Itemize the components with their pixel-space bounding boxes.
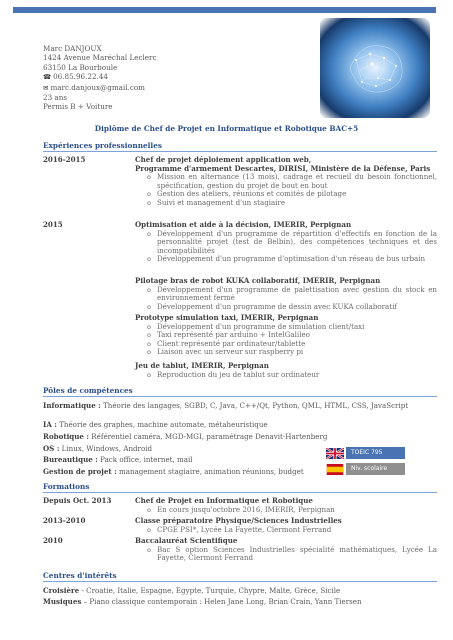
contact-street: 1424 Avenue Maréchal Leclerc bbox=[43, 53, 157, 63]
list-item: o En cours jusqu'octobre 2016, IMERIR, Perpignan bbox=[135, 506, 437, 515]
skill-text: management stagiaire, animation réunions, budget bbox=[118, 467, 304, 476]
list-item: o Développement d'un programme de répartition d'effectifs en fonction de la personnalité projet (test de Belbin), des compétences techniques et des incompatibilités bbox=[135, 230, 437, 256]
list-item: o Suivi et management d'un stagiaire bbox=[135, 199, 437, 208]
skill-line-gestion bbox=[43, 467, 323, 476]
interest-line-musiques bbox=[43, 597, 437, 608]
section-education-heading: Formations bbox=[43, 482, 437, 493]
skill-label: Gestion de projet : bbox=[43, 467, 117, 476]
language-level-english: TOEIC 795 bbox=[346, 447, 405, 459]
list-item: o Reproduction du jeu de tablut sur ordinateur bbox=[135, 371, 437, 380]
skill-text: Pack office, internet, mail bbox=[100, 455, 193, 464]
skill-text: Théorie des langages, SGBD, C, Java, C++/Qt, Python, QML, HTML, CSS, JavaScript bbox=[103, 401, 409, 410]
experience-title: Pilotage bras de robot KUKA collaboratif, IMERIR, Perpignan bbox=[135, 276, 381, 285]
contact-block bbox=[43, 44, 157, 112]
skill-label: OS : bbox=[43, 444, 60, 453]
list-item: o Gestion des ateliers, réunions et comités de pilotage bbox=[135, 190, 437, 199]
top-accent-bar bbox=[13, 7, 436, 13]
list-item: o Client représenté par ordinateur/tablette bbox=[135, 340, 437, 349]
language-row-spanish bbox=[326, 462, 406, 476]
section-interests-heading: Centres d'intérêts bbox=[43, 571, 437, 582]
experience-title: Jeu de tablut, IMERIR, Perpignan bbox=[135, 361, 269, 370]
contact-age: 23 ans bbox=[43, 93, 68, 103]
skill-text: Théorie des graphes, machine automate, métaheuristique bbox=[59, 420, 268, 429]
education-title: Chef de Projet en Informatique et Robotique bbox=[135, 496, 313, 505]
language-level-spanish: Niv. scolaire bbox=[346, 463, 405, 475]
skill-label: Informatique : bbox=[43, 401, 101, 410]
list-item: o Développement d'un programme de simulation client/taxi bbox=[135, 323, 437, 332]
experience-title: Chef de projet déploiement application web, bbox=[135, 155, 312, 164]
education-date: 2013-2010 bbox=[43, 516, 86, 525]
interest-text: – Piano classique contemporain : Helen Jane Long, Brian Crain, Yann Tiersen bbox=[81, 597, 362, 606]
list-item: o Liaison avec un serveur sur raspberry pi bbox=[135, 348, 437, 357]
list-item: o Développement d'un programme de palettisation avec gestion du stock en environnement fermé bbox=[135, 286, 437, 303]
list-item: o CPGE PSI*, Lycée La Fayette, Clermont Ferrand bbox=[135, 526, 437, 535]
list-item: o Taxi représenté par arduino + IntelGalileo bbox=[135, 331, 437, 340]
email-icon: ✉ bbox=[43, 83, 49, 92]
experience-title: Prototype simulation taxi, IMERIR, Perpignan bbox=[135, 313, 319, 322]
contact-email[interactable]: marc.danjoux@gmail.com bbox=[50, 82, 145, 92]
experience-date: 2015 bbox=[43, 220, 63, 229]
interest-text: - Croatie, Italie, Espagne, Egypte, Turquie, Chypre, Malte, Grèce, Sicile bbox=[79, 586, 341, 595]
list-item: o Bac S option Sciences Industrielles spécialité mathématiques, Lycée La Fayette, Clermont Ferrand bbox=[135, 546, 437, 563]
language-row-english bbox=[326, 446, 406, 460]
brain-illustration bbox=[320, 18, 430, 118]
contact-name: Marc DANJOUX bbox=[43, 44, 102, 53]
phone-icon: ☎ bbox=[43, 73, 52, 82]
skill-text: Référentiel caméra, MGD-MGI, paramétrage Denavit-Hartenberg bbox=[91, 432, 328, 441]
education-title: Classe préparatoire Physique/Sciences Industrielles bbox=[135, 516, 342, 525]
language-levels bbox=[326, 446, 406, 478]
skill-line-os bbox=[43, 444, 313, 453]
skill-line-ia bbox=[43, 420, 437, 429]
section-experience-heading: Expériences professionnelles bbox=[43, 141, 437, 152]
skill-text: Linux, Windows, Android bbox=[61, 444, 153, 453]
experience-date: 2016-2015 bbox=[43, 155, 86, 164]
contact-license: Permis B + Voiture bbox=[43, 102, 113, 112]
interest-label: Croisière bbox=[43, 586, 80, 595]
education-date: 2010 bbox=[43, 536, 63, 545]
skill-line-informatique bbox=[43, 401, 437, 410]
education-date: Depuis Oct. 2013 bbox=[43, 496, 112, 505]
skill-label: IA : bbox=[43, 420, 57, 429]
skill-label: Bureautique : bbox=[43, 455, 98, 464]
section-skills-heading: Pôles de compétences bbox=[43, 386, 437, 397]
skill-line-bureautique bbox=[43, 455, 313, 464]
list-item: o Mission en alternance (13 mois), cadrage et recueil du besoin fonctionnel, spécification, gestion du projet de bout en bout bbox=[135, 173, 437, 190]
contact-phone: 06.85.96.22.44 bbox=[53, 72, 108, 82]
education-title: Baccalauréat Scientifique bbox=[135, 536, 238, 545]
list-item: o Développement d'un programme d'optimisation d'un réseau de bus urbain bbox=[135, 255, 437, 264]
experience-title: Optimisation et aide à la décision, IMERIR, Perpignan bbox=[135, 220, 352, 229]
contact-city: 63150 La Bourboule bbox=[43, 62, 118, 72]
skill-line-robotique bbox=[43, 432, 437, 441]
spain-flag-icon bbox=[326, 464, 344, 475]
degree-title: Diplôme de Chef de Projet en Informatique et Robotique BAC+5 bbox=[94, 124, 359, 133]
interest-line-croisiere bbox=[43, 586, 437, 597]
experience-org: Programme d'armement Descartes, DIRISI, Ministère de la Défense, Paris bbox=[135, 163, 431, 173]
interest-label: Musiques bbox=[43, 597, 82, 606]
list-item: o Développement d'un programme de dessin avec KUKA collaboratif bbox=[135, 303, 437, 312]
skill-label: Robotique : bbox=[43, 432, 90, 441]
uk-flag-icon bbox=[326, 448, 344, 459]
